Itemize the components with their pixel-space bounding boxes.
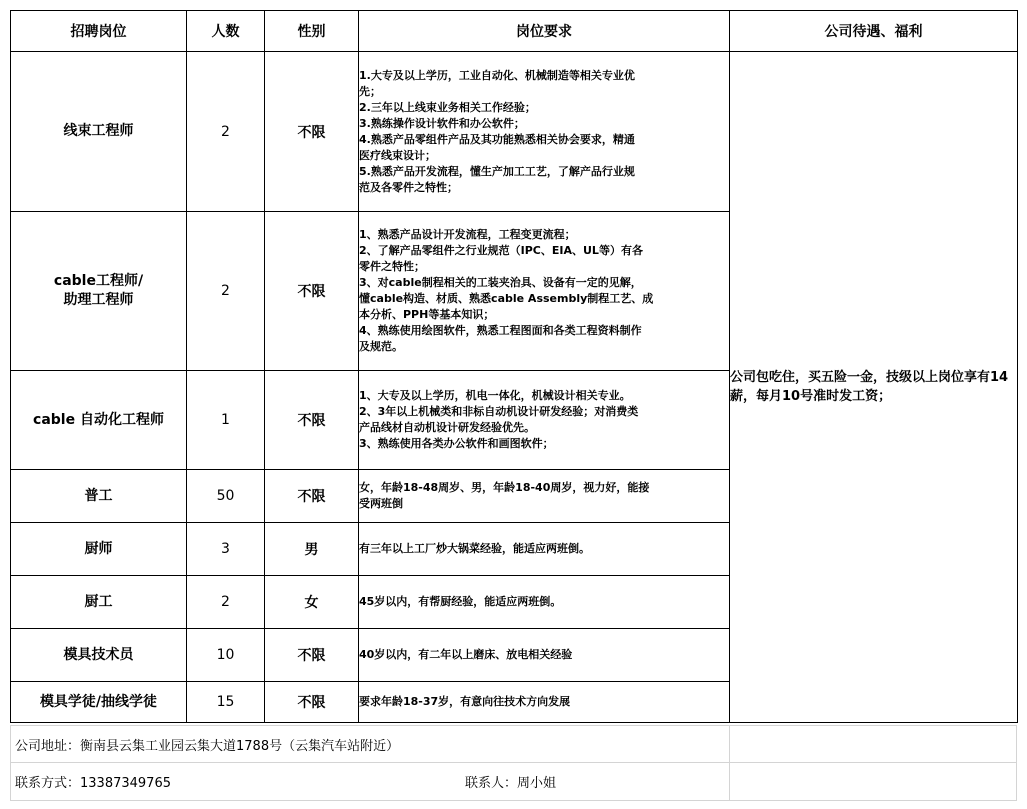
- gender: 不限: [265, 52, 359, 212]
- footer-divider: [10, 725, 11, 801]
- gender: 不限: [265, 682, 359, 723]
- position-name: 模具技术员: [11, 629, 187, 682]
- requirements: 45岁以内，有帮厨经验，能适应两班倒。: [359, 576, 730, 629]
- company-address: 公司地址：衡南县云集工业园云集大道1788号（云集汽车站附近）: [15, 739, 400, 754]
- requirements: 40岁以内，有二年以上磨床、放电相关经验: [359, 629, 730, 682]
- headcount: 3: [187, 523, 265, 576]
- header-benefits: 公司待遇、福利: [730, 11, 1018, 52]
- gender: 男: [265, 523, 359, 576]
- headcount: 2: [187, 212, 265, 371]
- header-row: [11, 11, 1018, 52]
- headcount: 50: [187, 470, 265, 523]
- gender: 不限: [265, 371, 359, 470]
- requirements: 1、大专及以上学历，机电一体化，机械设计相关专业。 2、3年以上机械类和非标自动机设计研发经验；对消费类 产品线材自动机设计研发经验优先。 3、熟练使用各类办公软件和画图软件；: [359, 371, 730, 470]
- header-position: 招聘岗位: [11, 11, 187, 52]
- requirements: 女，年龄18-48周岁、男，年龄18-40周岁，视力好，能接 受两班倒: [359, 470, 730, 523]
- gender: 不限: [265, 629, 359, 682]
- position-name: 普工: [11, 470, 187, 523]
- gender: 不限: [265, 212, 359, 371]
- recruitment-table: [10, 10, 1018, 723]
- gender: 不限: [265, 470, 359, 523]
- headcount: 10: [187, 629, 265, 682]
- benefits-text: 公司包吃住，买五险一金，技级以上岗位享有14薪，每月10号准时发工资；: [730, 370, 1009, 404]
- position-name: cable工程师/ 助理工程师: [11, 212, 187, 371]
- requirements: 要求年龄18-37岁，有意向往技术方向发展: [359, 682, 730, 723]
- headcount: 2: [187, 52, 265, 212]
- requirements: 1、熟悉产品设计开发流程，工程变更流程； 2、了解产品零组件之行业规范（IPC、EIA、UL等）有各 零件之特性； 3、对cable制程相关的工装夹治具、设备有一定的见解， 懂cable构造、材质、熟悉cable Assembly制程工艺、成 本分析、PPH等基本知识； 4、熟练使用绘图软件，熟悉工程图面和各类工程资料制作 及规范。: [359, 212, 730, 371]
- requirements: 1.大专及以上学历，工业自动化、机械制造等相关专业优 先； 2.三年以上线束业务相关工作经验； 3.熟练操作设计软件和办公软件； 4.熟悉产品零组件产品及其功能熟悉相关协会要求，精通 医疗线束设计； 5.熟悉产品开发流程，懂生产加工工艺，了解产品行业规 范及各零件之特性；: [359, 52, 730, 212]
- gender: 女: [265, 576, 359, 629]
- headcount: 1: [187, 371, 265, 470]
- position-name: 模具学徒/抽线学徒: [11, 682, 187, 723]
- header-gender: 性别: [265, 11, 359, 52]
- footer-divider: [10, 725, 1017, 726]
- position-name: 厨师: [11, 523, 187, 576]
- contact-phone: 联系方式：13387349765: [15, 776, 171, 791]
- contact-person: 联系人：周小姐: [465, 776, 557, 791]
- position-name: 厨工: [11, 576, 187, 629]
- header-count: 人数: [187, 11, 265, 52]
- footer-divider: [1016, 725, 1017, 801]
- benefits-cell: [730, 52, 1018, 723]
- table-row: [11, 52, 1018, 212]
- position-name: cable 自动化工程师: [11, 371, 187, 470]
- footer-divider: [10, 762, 1017, 763]
- position-name: 线束工程师: [11, 52, 187, 212]
- header-requirements: 岗位要求: [359, 11, 730, 52]
- headcount: 2: [187, 576, 265, 629]
- headcount: 15: [187, 682, 265, 723]
- requirements: 有三年以上工厂炒大锅菜经验，能适应两班倒。: [359, 523, 730, 576]
- footer-divider: [10, 800, 1017, 801]
